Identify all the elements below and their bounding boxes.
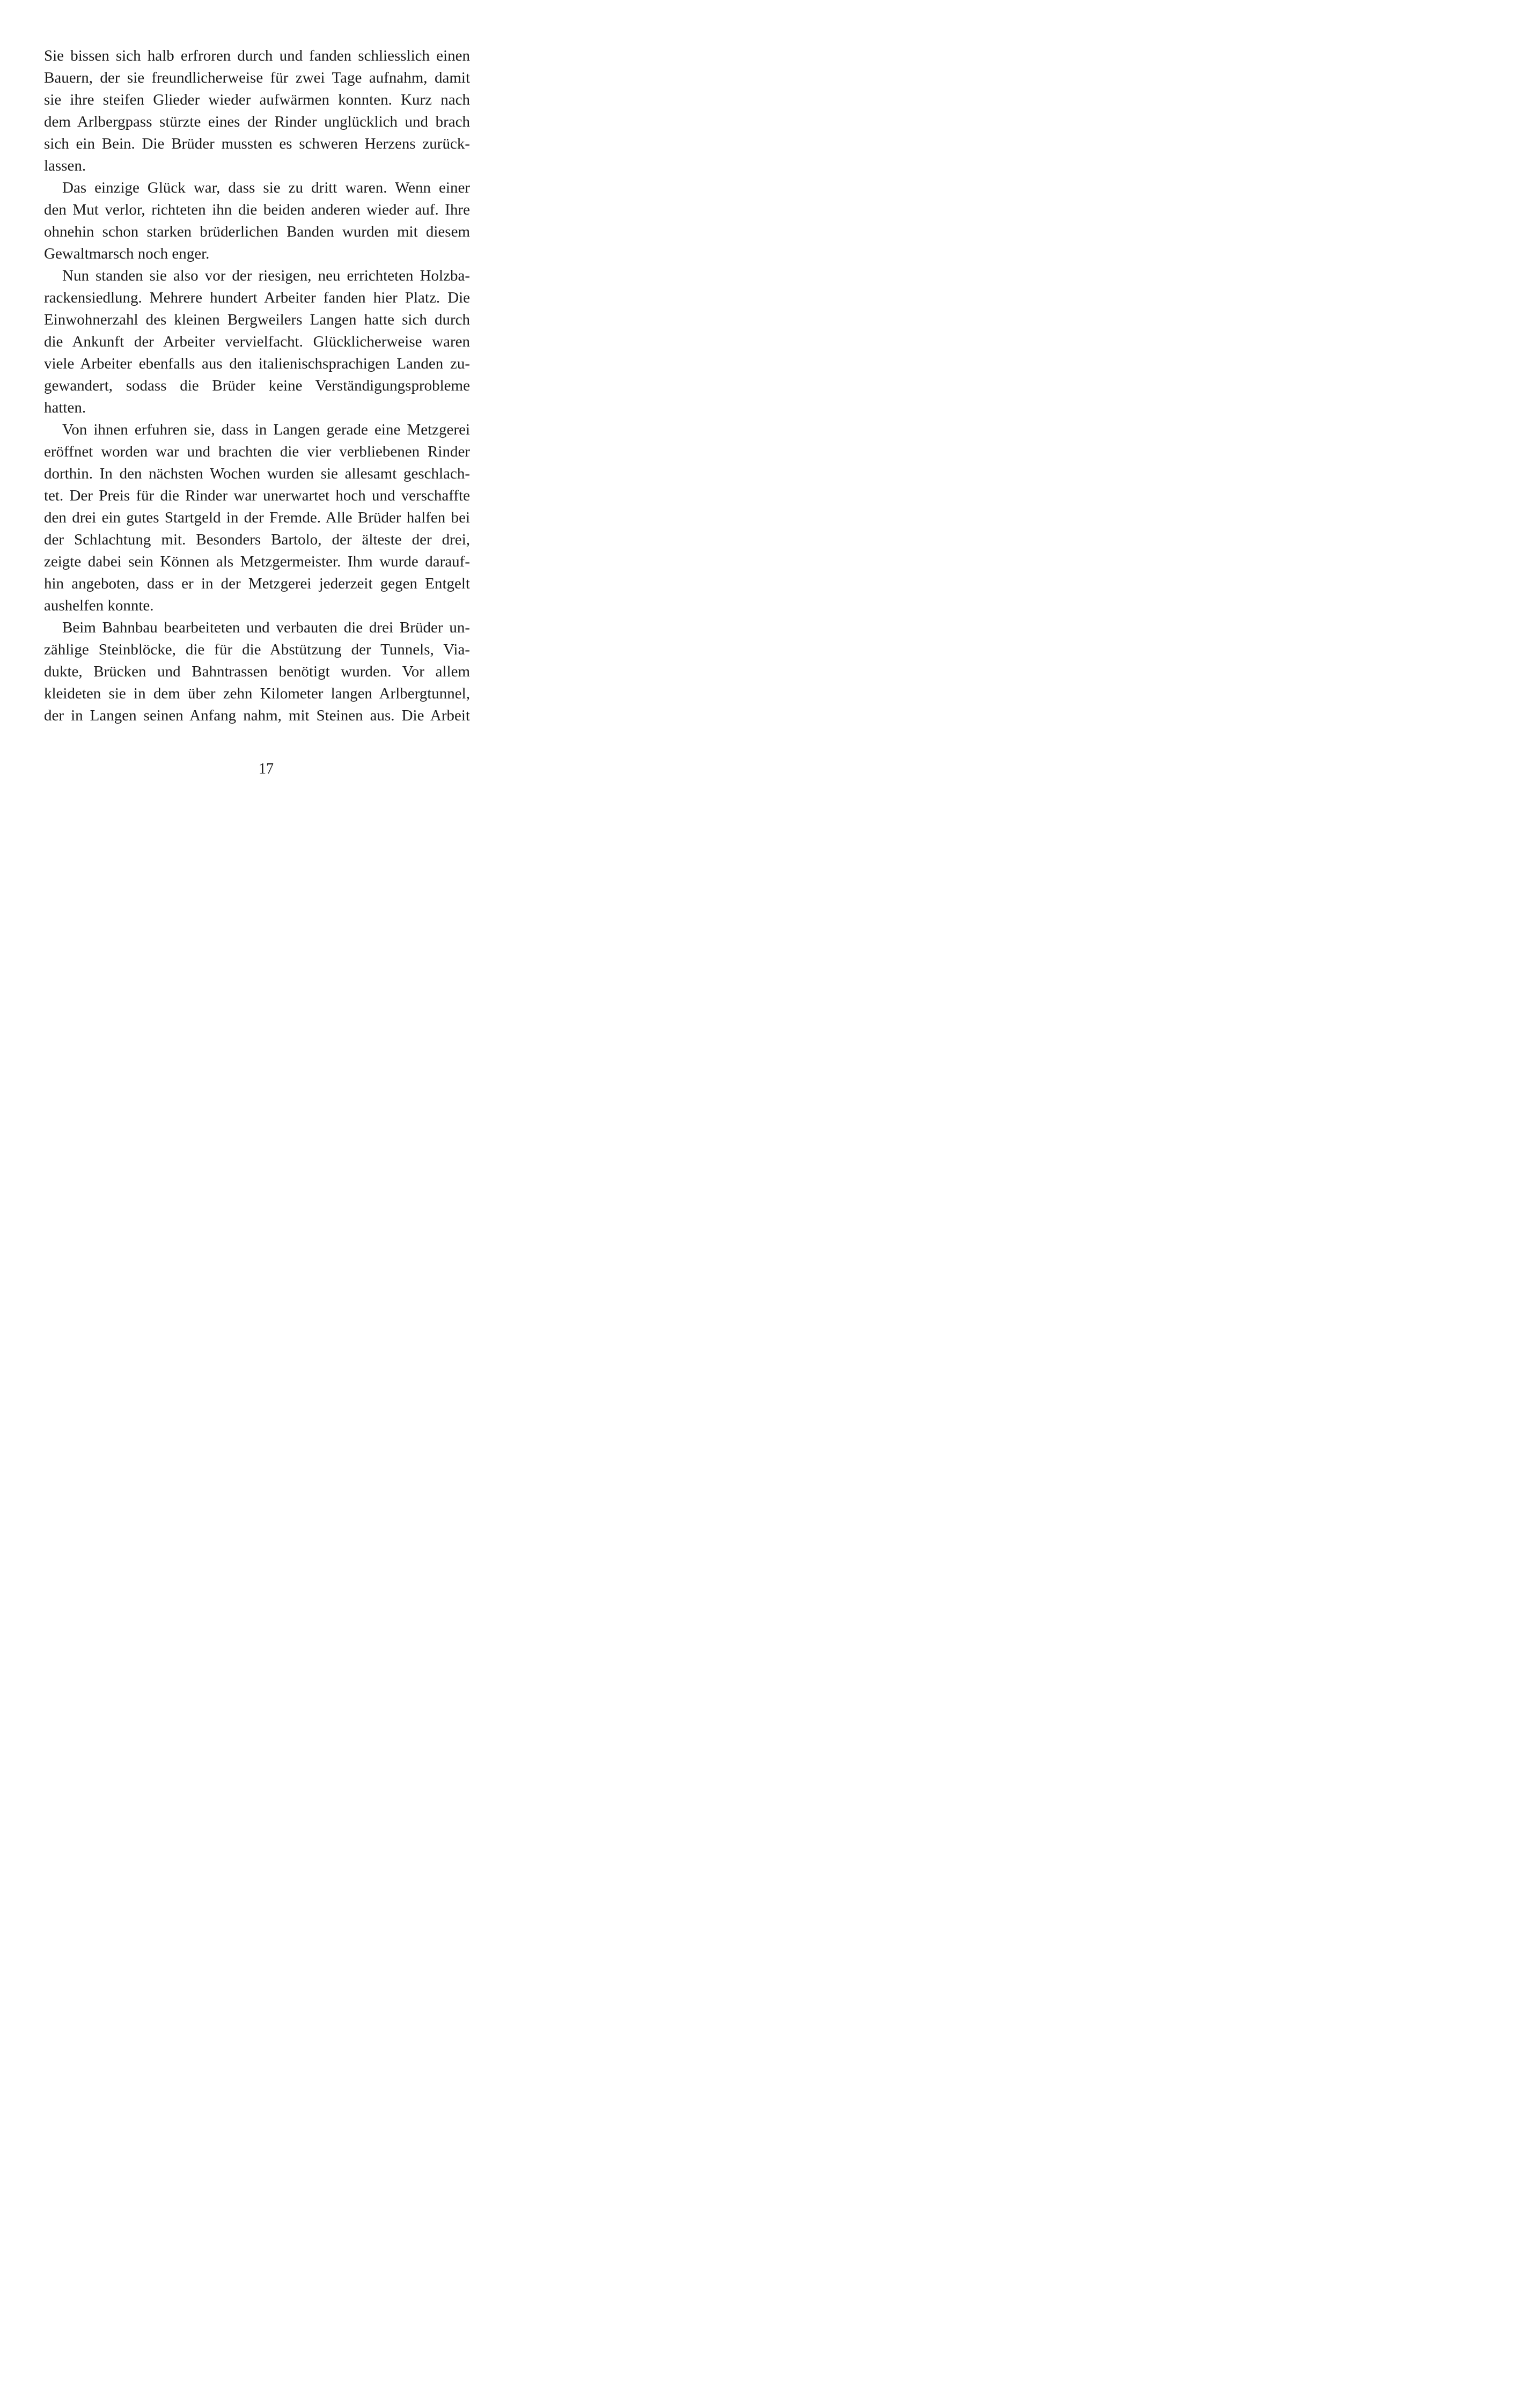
text-line: Einwohnerzahl des kleinen Bergweilers Langen hatte sich durch [44,311,470,328]
text-line: den Mut verlor, richteten ihn die beiden anderen wieder auf. Ihre [44,201,470,218]
body-text [44,45,470,727]
text-line: der in Langen seinen Anfang nahm, mit Steinen aus. Die Arbeit [44,707,470,724]
text-line: Nun standen sie also vor der riesigen, neu errichteten Holzba- [62,267,470,284]
text-line: Sie bissen sich halb erfroren durch und fanden schliesslich einen [44,47,470,64]
text-line: Bauern, der sie freundlicherweise für zwei Tage aufnahm, damit [44,69,470,86]
text-line: viele Arbeiter ebenfalls aus den italienischsprachigen Landen zu- [44,355,470,372]
text-line: ohnehin schon starken brüderlichen Banden wurden mit diesem [44,223,470,240]
text-line: dorthin. In den nächsten Wochen wurden sie allesamt geschlach- [44,465,470,482]
text-line: Das einzige Glück war, dass sie zu dritt waren. Wenn einer [62,179,470,196]
book-page [0,0,532,843]
text-line: lassen. [44,157,86,174]
text-line: Beim Bahnbau bearbeiteten und verbauten die drei Brüder un- [62,619,470,636]
text-line: rackensiedlung. Mehrere hundert Arbeiter fanden hier Platz. Die [44,289,470,306]
text-line: die Ankunft der Arbeiter vervielfacht. Glücklicherweise waren [44,333,470,350]
text-line: sich ein Bein. Die Brüder mussten es schweren Herzens zurück- [44,135,470,152]
text-line: eröffnet worden war und brachten die vier verbliebenen Rinder [44,443,470,460]
text-line: Gewaltmarsch noch enger. [44,245,210,262]
text-line: hatten. [44,399,86,416]
text-line: dem Arlbergpass stürzte eines der Rinder unglücklich und brach [44,113,470,130]
page-number: 17 [259,761,274,777]
text-line: kleideten sie in dem über zehn Kilometer langen Arlbergtunnel, [44,685,470,702]
paragraph [44,177,470,265]
text-line: dukte, Brücken und Bahntrassen benötigt wurden. Vor allem [44,663,470,680]
text-line: tet. Der Preis für die Rinder war unerwartet hoch und verschaffte [44,487,470,504]
text-line: sie ihre steifen Glieder wieder aufwärmen konnten. Kurz nach [44,91,470,108]
text-line: aushelfen konnte. [44,597,154,614]
paragraph [44,265,470,419]
paragraph [44,45,470,177]
paragraph [44,419,470,617]
text-line: der Schlachtung mit. Besonders Bartolo, der älteste der drei, [44,531,470,548]
paragraph [44,617,470,727]
text-line: den drei ein gutes Startgeld in der Fremde. Alle Brüder halfen bei [44,509,470,526]
text-line: gewandert, sodass die Brüder keine Verständigungsprobleme [44,377,470,394]
text-line: zeigte dabei sein Können als Metzgermeister. Ihm wurde darauf- [44,553,470,570]
text-line: hin angeboten, dass er in der Metzgerei jederzeit gegen Entgelt [44,575,470,592]
text-line: zählige Steinblöcke, die für die Abstützung der Tunnels, Via- [44,641,470,658]
text-line: Von ihnen erfuhren sie, dass in Langen gerade eine Metzgerei [62,421,470,438]
